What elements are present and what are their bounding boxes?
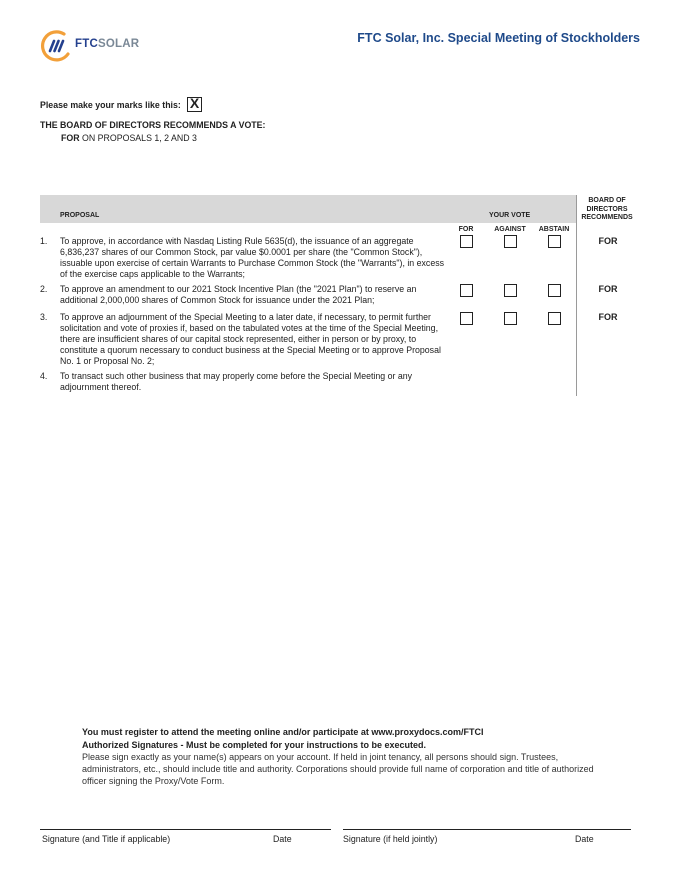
page-title: FTC Solar, Inc. Special Meeting of Stockholders — [357, 31, 640, 45]
proposal-3-abstain-checkbox[interactable] — [548, 312, 561, 325]
sample-mark-box — [187, 97, 202, 112]
logo-wordmark-primary: FTC — [75, 38, 98, 50]
logo-wordmark — [75, 38, 139, 50]
proposal-2-recommendation: FOR — [598, 284, 618, 294]
board-recommends-rest: ON PROPOSALS 1, 2 AND 3 — [82, 133, 197, 143]
column-header-your-vote: YOUR VOTE — [489, 212, 531, 219]
board-recommends-heading: THE BOARD OF DIRECTORS RECOMMENDS A VOTE: — [40, 120, 266, 130]
proposal-2-number: 2. — [40, 284, 48, 294]
signature-2-line[interactable] — [343, 829, 631, 830]
logo-wordmark-secondary: SOLAR — [97, 38, 140, 50]
proposal-1-against-checkbox[interactable] — [504, 235, 517, 248]
registration-notice: You must register to attend the meeting online and/or participate at www.proxydocs.com/FTCI — [82, 727, 484, 737]
proposal-1-text: To approve, in accordance with Nasdaq Listing Rule 5635(d), the issuance of an aggregate 6,836,237 shares of our Common Stock, par value $0.0001 per share (the "Common Stock"), issuable upon exercise of certain Warrants to Purchase Common Stock (the "Warrants"), in excess of the exercise caps applicable to the Warrants; — [60, 236, 445, 279]
vote-label-abstain: ABSTAIN — [538, 226, 570, 233]
proposal-3-against-checkbox[interactable] — [504, 312, 517, 325]
proposal-1-abstain-checkbox[interactable] — [548, 235, 561, 248]
vote-label-against: AGAINST — [494, 226, 526, 233]
column-header-board-recommends: BOARD OF DIRECTORS RECOMMENDS — [581, 197, 633, 221]
proposal-1-number: 1. — [40, 236, 48, 246]
signature-2-label: Signature (if held jointly) — [343, 834, 438, 844]
proposal-3-for-checkbox[interactable] — [460, 312, 473, 325]
sun-logo-icon — [40, 30, 72, 62]
signature-1-label: Signature (and Title if applicable) — [42, 834, 171, 844]
proposal-2-against-checkbox[interactable] — [504, 284, 517, 297]
proposal-1-for-checkbox[interactable] — [460, 235, 473, 248]
sample-mark-glyph: X — [189, 95, 200, 111]
proposal-2-abstain-checkbox[interactable] — [548, 284, 561, 297]
signature-1-line[interactable] — [40, 829, 331, 830]
proposal-4-number: 4. — [40, 371, 48, 381]
marks-instruction: Please make your marks like this: — [40, 100, 181, 110]
proposal-3-recommendation: FOR — [598, 312, 618, 322]
proposal-3-text: To approve an adjournment of the Special Meeting to a later date, if necessary, to permit further solicitation and vote of proxies if, based on the tabulated votes at the time of the Special Meeting, there are insufficient shares of our capital stock represented, either in person or by proxy, to constitute a quorum necessary to conduct business at the Special Meeting or to approve Proposal No. 1 or Proposal No. 2; — [60, 312, 441, 366]
signing-instructions: Please sign exactly as your name(s) appears on your account. If held in joint tenancy, all persons should sign. Trustees, administrators, etc., should include title and authority. Corporations should provide full name of corporation and title of authorized officer signing the Proxy/Vote Form. — [82, 752, 594, 787]
proposal-2-text: To approve an amendment to our 2021 Stock Incentive Plan (the "2021 Plan") to reserve an additional 2,000,000 shares of Common Stock for issuance under the 2021 Plan; — [60, 284, 417, 305]
date-1-label: Date — [273, 834, 292, 844]
proposal-3-number: 3. — [40, 312, 48, 322]
authorized-signatures-heading: Authorized Signatures - Must be completed for your instructions to be executed. — [82, 740, 427, 750]
board-recommends-for: FOR — [61, 133, 80, 143]
column-header-proposal: PROPOSAL — [60, 212, 100, 219]
vote-label-for: FOR — [458, 226, 474, 233]
date-2-label: Date — [575, 834, 594, 844]
proposal-2-for-checkbox[interactable] — [460, 284, 473, 297]
proposal-4-text: To transact such other business that may properly come before the Special Meeting or any adjournment thereof. — [60, 371, 413, 392]
proposal-1-recommendation: FOR — [598, 236, 618, 246]
board-recommends-summary — [61, 133, 197, 143]
